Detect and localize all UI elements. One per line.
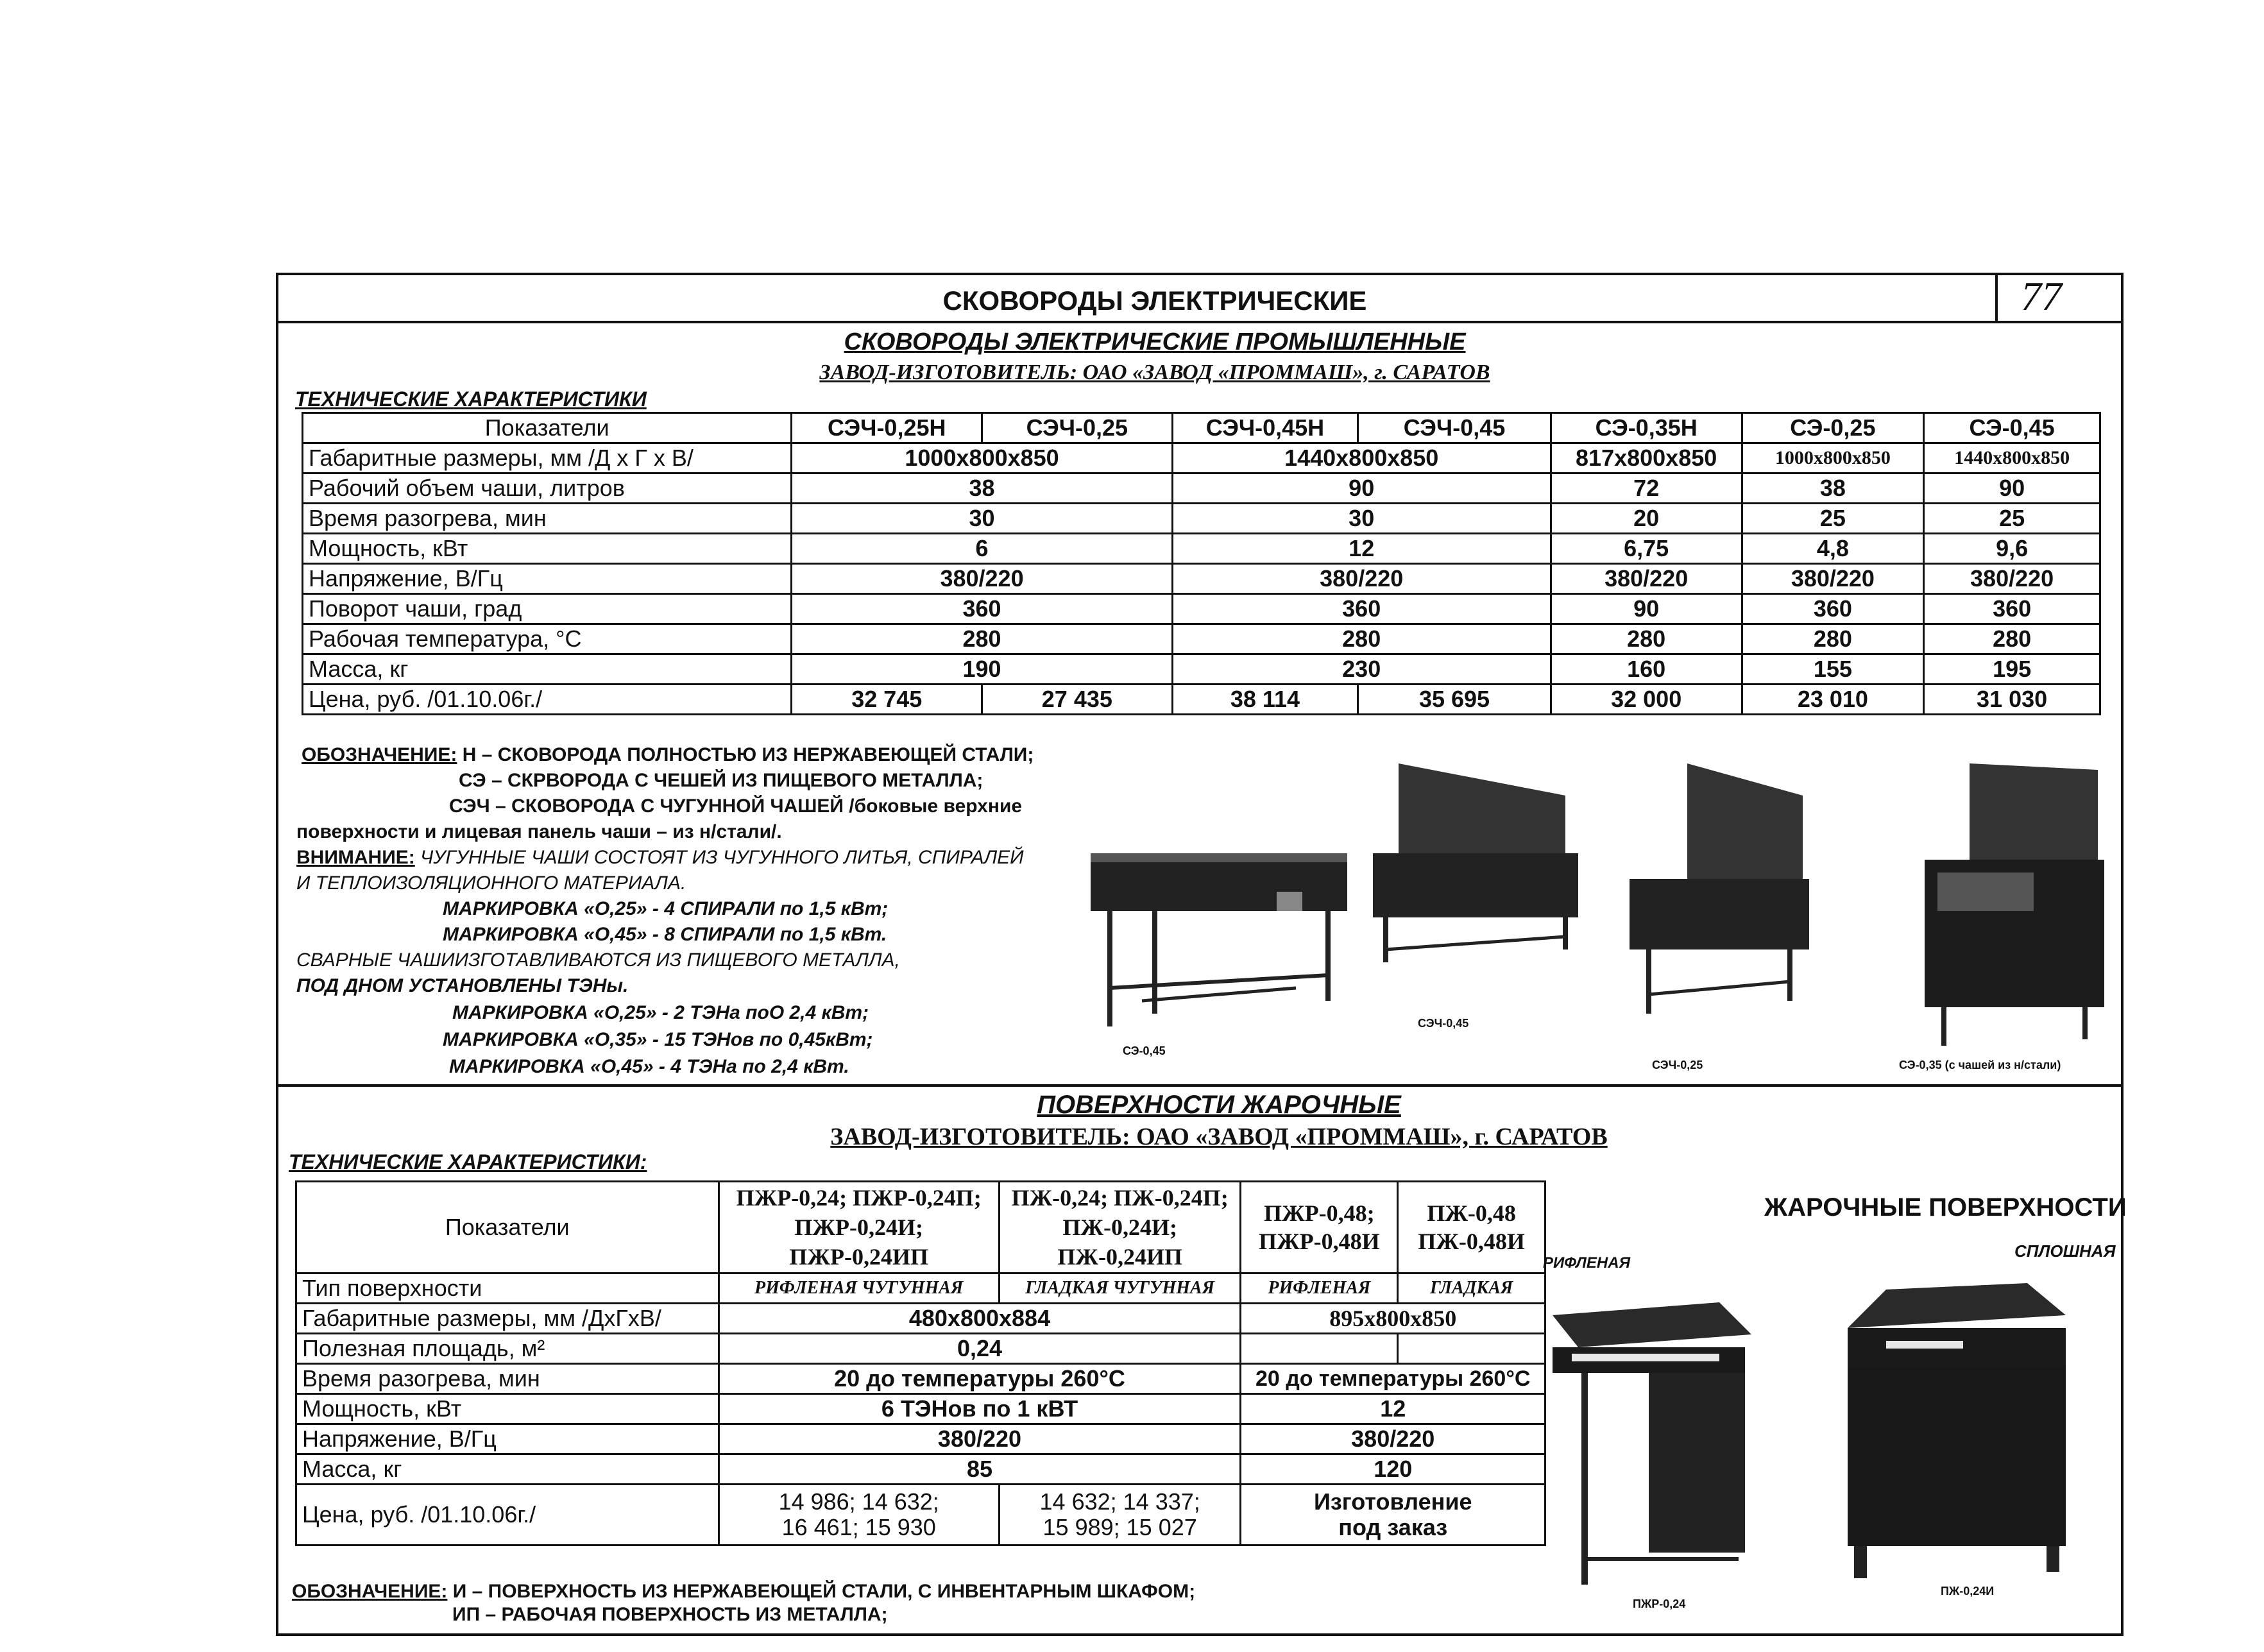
header-cell: Показатели [296,1182,719,1273]
header-cell: СЭЧ-0,25 [982,413,1173,443]
table-cell: 120 [1241,1454,1545,1485]
table-cell-empty [1398,1334,1545,1364]
row-label: Поворот чаши, град [303,594,792,624]
table-cell: 1440х800х850 [1172,443,1551,473]
fryer-photo-sech045 [1360,757,1591,969]
header-cell: СЭ-0,35Н [1551,413,1742,443]
table-cell: 1000х800х850 [792,443,1172,473]
section2-manufacturer: ЗАВОД-ИЗГОТОВИТЕЛЬ: ОАО «ЗАВОД «ПРОММАШ», г. САРАТОВ [830,1123,1608,1150]
designation-label: ОБОЗНАЧЕНИЕ: [302,744,457,765]
table-cell: 190 [792,654,1172,685]
price-cell: 38 114 [1172,685,1358,715]
surfaces-title: ЖАРОЧНЫЕ ПОВЕРХНОСТИ [1764,1193,2127,1222]
table-row [296,1304,1545,1334]
note-line: поверхности и лицевая панель чаши – из н/стали/. [296,821,782,842]
note-line: Н – СКОВОРОДА ПОЛНОСТЬЮ ИЗ НЕРЖАВЕЮЩЕЙ СТАЛИ; [462,744,1034,765]
price-line: 16 461; 15 930 [781,1514,936,1540]
fryer-photo-sech025 [1610,757,1822,1020]
table-row [303,473,2100,504]
frying-surfaces-table [295,1180,1546,1546]
note-line: СЭ – СКРВОРОДА С ЧЕШЕЙ ИЗ ПИЩЕВОГО МЕТАЛЛА; [459,770,983,791]
table-cell: 6,75 [1551,534,1742,564]
designation-note [302,744,1034,766]
row-label: Габаритные размеры, мм /Д х Г х В/ [303,443,792,473]
table-row [303,594,2100,624]
attention-label: ВНИМАНИЕ: [296,847,415,868]
page-number: 77 [2021,273,2062,319]
header-line: ПЖ-0,24ИП [1057,1244,1182,1270]
row-label: Напряжение, В/Гц [303,564,792,594]
designation-note [292,1581,1195,1603]
table-cell: РИФЛЕНАЯ ЧУГУННАЯ [719,1273,999,1304]
note-line: МАРКИРОВКА «О,25» - 4 СПИРАЛИ по 1,5 кВт; [443,898,889,919]
table-cell: 280 [792,624,1172,654]
price-cell [719,1485,999,1546]
table-cell: 480x800x884 [719,1304,1241,1334]
surface-photo-pzhr024 [1546,1290,1758,1591]
note-line: МАРКИРОВКА «О,35» - 15 ТЭНов по 0,45кВт; [443,1029,873,1050]
table-cell: 895x800x850 [1241,1304,1545,1334]
table-cell: 1440x800x850 [1924,443,2100,473]
price-cell: 31 030 [1924,685,2100,715]
photo-caption: СЭ-0,45 [1123,1044,1166,1057]
table-cell: 380/220 [719,1424,1241,1454]
header-line: ПЖР-0,48И [1259,1229,1380,1254]
note-line: СЭЧ – СКОВОРОДА С ЧУГУННОЙ ЧАШЕЙ /боковые верхние [449,796,1023,817]
table-cell: 85 [719,1454,1241,1485]
fryer-photo-se035 [1918,751,2111,1052]
section2-heading: ПОВЕРХНОСТИ ЖАРОЧНЫЕ [1037,1091,1401,1119]
table-cell: 4,8 [1742,534,1924,564]
note-line: ИП – РАБОЧАЯ ПОВЕРХНОСТЬ ИЗ МЕТАЛЛА; [452,1604,888,1625]
table-cell: 20 до температуры 260°С [719,1364,1241,1394]
section1-manufacturer: ЗАВОД-ИЗГОТОВИТЕЛЬ: ОАО «ЗАВОД «ПРОММАШ», г. САРАТОВ [819,361,1490,384]
header-line: ПЖ-0,24; ПЖ-0,24П; [1011,1185,1229,1211]
price-cell [1241,1485,1545,1546]
table-cell: 160 [1551,654,1742,685]
designation-label: ОБОЗНАЧЕНИЕ: [292,1581,448,1602]
price-row [303,685,2100,715]
table-cell: 360 [792,594,1172,624]
surface-photo-pzh024i [1835,1277,2079,1585]
table-cell: 280 [1551,624,1742,654]
frying-pans-table [302,412,2101,715]
header-cell: СЭЧ-0,45 [1358,413,1551,443]
table-row [296,1424,1545,1454]
header-cell [1398,1182,1545,1273]
table-header-row [296,1182,1545,1273]
header-cell: СЭ-0,25 [1742,413,1924,443]
table-cell: 90 [1172,473,1551,504]
table-cell: 30 [792,504,1172,534]
header-cell [999,1182,1241,1273]
price-cell: 23 010 [1742,685,1924,715]
header-cell: Показатели [303,413,792,443]
header-line: ПЖ-0,48 [1427,1200,1516,1226]
header-line: ПЖ-0,24И; [1062,1214,1177,1240]
table-cell: ГЛАДКАЯ [1398,1273,1545,1304]
row-label: Мощность, кВт [296,1394,719,1424]
table-cell: 380/220 [1172,564,1551,594]
price-line: 15 989; 15 027 [1043,1514,1197,1540]
table-row [303,504,2100,534]
table-row [303,624,2100,654]
price-line: Изготовление [1313,1488,1472,1515]
price-cell [999,1485,1241,1546]
price-cell: 35 695 [1358,685,1551,715]
table-cell: 380/220 [1551,564,1742,594]
note-line: И – ПОВЕРХНОСТЬ ИЗ НЕРЖАВЕЮЩЕЙ СТАЛИ, С ИНВЕНТАРНЫМ ШКАФОМ; [452,1581,1196,1602]
price-cell: 32 745 [792,685,982,715]
attention-note [296,847,1024,869]
note-line: И ТЕПЛОИЗОЛЯЦИОННОГО МАТЕРИАЛА. [296,873,686,894]
photo-caption: СЭ-0,35 (с чашей из н/стали) [1899,1059,2061,1071]
section1-tech-label: ТЕХНИЧЕСКИЕ ХАРАКТЕРИСТИКИ [295,387,647,411]
header-line: ПЖ-0,48И [1418,1229,1525,1254]
row-label: Мощность, кВт [303,534,792,564]
header-cell [1241,1182,1398,1273]
price-cell: 27 435 [982,685,1173,715]
photo-caption: СЭЧ-0,25 [1652,1059,1703,1071]
header-cell: СЭ-0,45 [1924,413,2100,443]
price-line: 14 632; 14 337; [1039,1488,1200,1515]
table-cell-empty [1241,1334,1398,1364]
table-cell: 30 [1172,504,1551,534]
table-cell: 25 [1924,504,2100,534]
note-line: МАРКИРОВКА «О,45» - 8 СПИРАЛИ по 1,5 кВт. [443,924,887,945]
section1-heading: СКОВОРОДЫ ЭЛЕКТРИЧЕСКИЕ ПРОМЫШЛЕННЫЕ [844,328,1466,355]
table-cell: 6 [792,534,1172,564]
table-cell: 25 [1742,504,1924,534]
note-line: СВАРНЫЕ ЧАШИИЗГОТАВЛИВАЮТСЯ ИЗ ПИЩЕВОГО МЕТАЛЛА, [296,949,900,971]
note-line: МАРКИРОВКА «О,25» - 2 ТЭНа поО 2,4 кВт; [452,1002,869,1023]
price-cell: 32 000 [1551,685,1742,715]
note-line: ЧУГУННЫЕ ЧАШИ СОСТОЯТ ИЗ ЧУГУННОГО ЛИТЬЯ, СПИРАЛЕЙ [420,847,1024,868]
table-cell: 380/220 [1924,564,2100,594]
row-label: Напряжение, В/Гц [296,1424,719,1454]
table-row [303,534,2100,564]
table-cell: РИФЛЕНАЯ [1241,1273,1398,1304]
table-cell: 6 ТЭНов по 1 кВТ [719,1394,1241,1424]
section-divider [276,1084,2124,1087]
price-line: под заказ [1338,1514,1448,1540]
table-cell: 280 [1172,624,1551,654]
table-cell: 380/220 [1241,1424,1545,1454]
row-label: Габаритные размеры, мм /ДхГхВ/ [296,1304,719,1334]
table-cell: 72 [1551,473,1742,504]
header-line: ПЖР-0,24; ПЖР-0,24П; [736,1185,982,1211]
table-cell: 360 [1742,594,1924,624]
table-cell: 0,24 [719,1334,1241,1364]
table-cell: 20 [1551,504,1742,534]
section2-tech-label: ТЕХНИЧЕСКИЕ ХАРАКТЕРИСТИКИ: [289,1150,647,1173]
price-row [296,1485,1545,1546]
note-line: МАРКИРОВКА «О,45» - 4 ТЭНа по 2,4 кВт. [449,1056,849,1077]
table-cell: 1000x800x850 [1742,443,1924,473]
table-cell: 38 [1742,473,1924,504]
table-row [296,1273,1545,1304]
table-cell: 280 [1742,624,1924,654]
header-cell: СЭЧ-0,25Н [792,413,982,443]
table-cell: 12 [1172,534,1551,564]
table-cell: 90 [1924,473,2100,504]
row-label: Время разогрева, мин [296,1364,719,1394]
table-header-row [303,413,2100,443]
page-number-divider [1995,273,1998,323]
header-line: ПЖР-0,24И; [794,1214,923,1240]
photo-caption: ПЖР-0,24 [1633,1597,1686,1610]
photo-caption: ПЖ-0,24И [1941,1585,1995,1597]
table-row [303,654,2100,685]
table-cell: 380/220 [792,564,1172,594]
header-cell [719,1182,999,1273]
row-label: Цена, руб. /01.10.06г./ [296,1485,719,1546]
row-label: Тип поверхности [296,1273,719,1304]
table-cell: ГЛАДКАЯ ЧУГУННАЯ [999,1273,1241,1304]
table-row [296,1334,1545,1364]
row-label: Рабочий объем чаши, литров [303,473,792,504]
table-cell: 12 [1241,1394,1545,1424]
table-cell: 230 [1172,654,1551,685]
header-line: ПЖР-0,48; [1264,1200,1375,1226]
row-label: Полезная площадь, м² [296,1334,719,1364]
ribbed-label: РИФЛЕНАЯ [1543,1254,1631,1272]
row-label: Цена, руб. /01.10.06г./ [303,685,792,715]
table-cell: 360 [1172,594,1551,624]
row-label: Масса, кг [303,654,792,685]
table-row [303,443,2100,473]
table-cell: 9,6 [1924,534,2100,564]
photo-caption: СЭЧ-0,45 [1418,1017,1469,1030]
table-row [296,1364,1545,1394]
table-cell: 380/220 [1742,564,1924,594]
table-cell: 360 [1924,594,2100,624]
table-cell: 38 [792,473,1172,504]
table-cell: 280 [1924,624,2100,654]
title-divider [276,321,2124,323]
table-row [296,1394,1545,1424]
row-label: Рабочая температура, °С [303,624,792,654]
note-line: ПОД ДНОМ УСТАНОВЛЕНЫ ТЭНы. [296,975,629,996]
table-cell: 195 [1924,654,2100,685]
header-cell: СЭЧ-0,45Н [1172,413,1358,443]
fryer-photo-se045 [1084,834,1354,1039]
table-cell: 817х800х850 [1551,443,1742,473]
solid-label: СПЛОШНАЯ [2014,1241,2116,1261]
row-label: Масса, кг [296,1454,719,1485]
table-row [303,564,2100,594]
price-line: 14 986; 14 632; [778,1488,939,1515]
table-row [296,1454,1545,1485]
table-cell: 90 [1551,594,1742,624]
table-cell: 155 [1742,654,1924,685]
table-cell: 20 до температуры 260°С [1241,1364,1545,1394]
row-label: Время разогрева, мин [303,504,792,534]
header-line: ПЖР-0,24ИП [789,1244,928,1270]
page-title: СКОВОРОДЫ ЭЛЕКТРИЧЕСКИЕ [942,285,1367,316]
